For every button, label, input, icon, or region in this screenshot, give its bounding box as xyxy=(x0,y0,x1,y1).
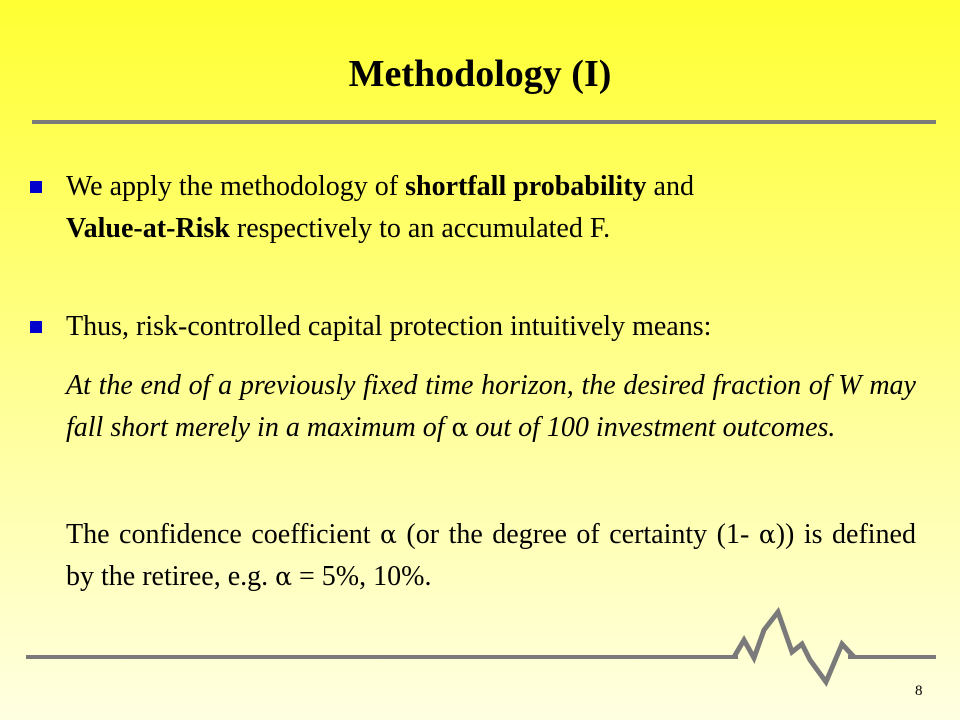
definition-part: out of 100 investment outcomes. xyxy=(468,412,836,443)
bullet-1-part: respectively to an accumulated F. xyxy=(229,213,611,244)
title-divider xyxy=(32,120,936,124)
alpha-symbol: α xyxy=(758,520,776,549)
footer-divider-right xyxy=(848,655,936,659)
bullet-1-part: We apply the methodology of xyxy=(66,171,406,202)
confidence-part: The confidence coefficient xyxy=(66,519,381,550)
confidence-part: = 5%, 10%. xyxy=(292,561,432,592)
bullet-2-text: Thus, risk-controlled capital protection intuitively means: xyxy=(66,311,712,342)
footer-divider xyxy=(26,655,738,659)
definition-text xyxy=(66,365,916,449)
confidence-text xyxy=(66,514,916,598)
bullet-1-bold-term: Value-at-Risk xyxy=(66,213,230,244)
bullet-1-bold-term: shortfall probability xyxy=(405,171,647,202)
bullet-1-part: and xyxy=(646,171,694,202)
square-bullet-icon xyxy=(30,321,42,333)
zigzag-line-icon xyxy=(730,600,860,690)
alpha-symbol: α xyxy=(451,413,469,442)
square-bullet-icon xyxy=(30,181,42,193)
page-number: 8 xyxy=(915,683,923,699)
slide-title: Methodology (I) xyxy=(348,53,612,95)
confidence-part: )) is defined by the retiree, e.g. xyxy=(66,519,916,592)
confidence-part: (or the degree of certainty (1- xyxy=(396,519,759,550)
alpha-symbol: α xyxy=(275,562,293,591)
definition-part: At the end of a previously fixed time horizon, the desired fraction of W may fall short merely in a maximum of xyxy=(66,370,916,443)
bullet-1-text xyxy=(66,166,916,250)
alpha-symbol: α xyxy=(380,520,397,549)
